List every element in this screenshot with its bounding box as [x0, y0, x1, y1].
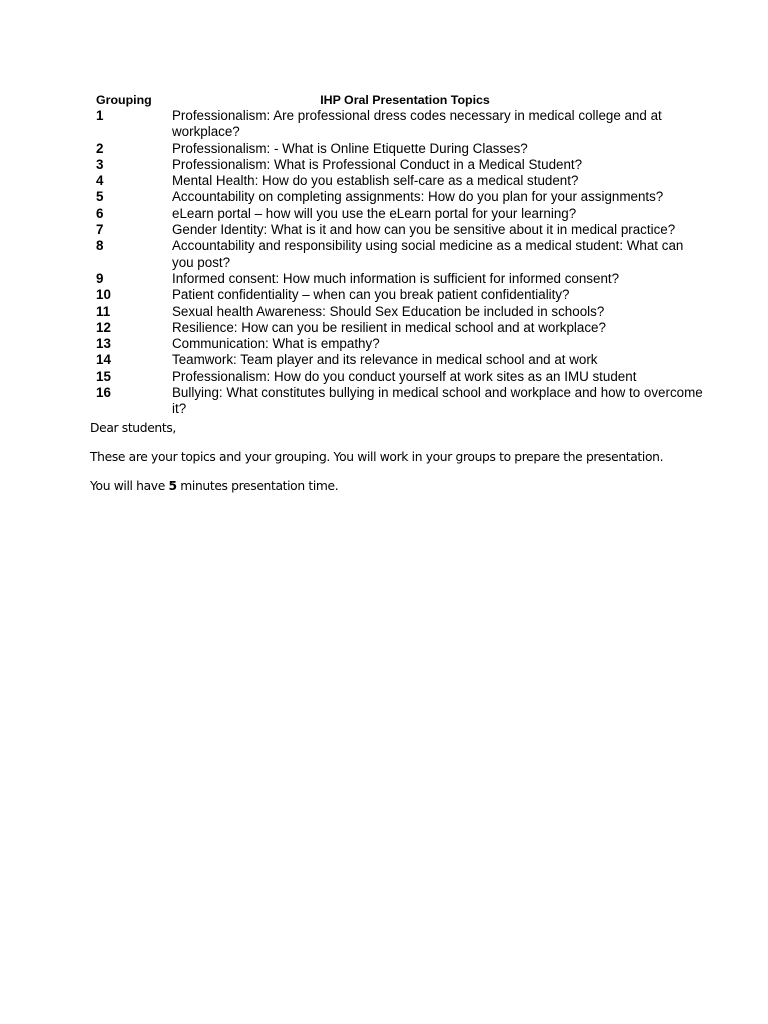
group-number: 6: [96, 205, 104, 221]
topic-text: Mental Health: How do you establish self-care as a medical student?: [172, 173, 579, 189]
topic-text: Professionalism: Are professional dress codes necessary in medical college and at workplace?: [172, 108, 662, 140]
table-row: [96, 238, 708, 271]
group-number: 7: [96, 222, 104, 238]
topic-text: Teamwork: Team player and its relevance in medical school and at work: [172, 352, 598, 368]
topic-text: Sexual health Awareness: Should Sex Education be included in schools?: [172, 303, 605, 319]
instructions-paragraph: These are your topics and your grouping. You will work in your groups to prepare the presentation.: [90, 450, 664, 464]
group-number: 15: [96, 368, 111, 384]
topic-text: Informed consent: How much information is sufficient for informed consent?: [172, 270, 620, 286]
table-row: [96, 336, 708, 352]
group-number: 16: [96, 385, 111, 401]
group-number: 11: [96, 303, 111, 319]
presentation-time: [90, 478, 710, 494]
topics-title: IHP Oral Presentation Topics: [320, 93, 490, 107]
table-row: [96, 108, 708, 141]
table-row: [96, 157, 708, 173]
group-number: 10: [96, 287, 111, 303]
group-number: 4: [96, 173, 104, 189]
topic-text: Patient confidentiality – when can you break patient confidentiality?: [172, 287, 570, 303]
table-row: [96, 385, 708, 418]
table-row: [96, 222, 708, 238]
table-row: [96, 304, 708, 320]
group-number: 9: [96, 270, 104, 286]
table-row: [96, 287, 708, 303]
group-number: 3: [96, 156, 104, 172]
time-prefix: You will have: [90, 479, 169, 493]
table-row: [96, 320, 708, 336]
group-number: 5: [96, 189, 104, 205]
table-row: [96, 369, 708, 385]
group-number: 12: [96, 319, 111, 335]
table-header: [96, 92, 708, 108]
topic-text: Communication: What is empathy?: [172, 336, 380, 352]
group-number: 8: [96, 238, 104, 254]
topic-text: Resilience: How can you be resilient in medical school and at workplace?: [172, 319, 606, 335]
time-value: 5: [168, 479, 177, 493]
table-row: [96, 206, 708, 222]
table-row: [96, 271, 708, 287]
instructions-text: [90, 420, 710, 494]
topic-text: Accountability and responsibility using social medicine as a medical student: What can you post?: [172, 238, 684, 270]
group-number: 13: [96, 336, 111, 352]
topic-rows: [96, 108, 708, 418]
topic-text: Professionalism: How do you conduct yourself at work sites as an IMU student: [172, 368, 637, 384]
topics-table: [96, 92, 708, 418]
greeting: Dear students,: [90, 421, 176, 435]
grouping-header: Grouping: [96, 93, 152, 107]
topic-text: Accountability on completing assignments: How do you plan for your assignments?: [172, 189, 664, 205]
table-row: [96, 189, 708, 205]
time-suffix: minutes presentation time.: [176, 479, 339, 493]
table-row: [96, 141, 708, 157]
group-number: 2: [96, 140, 104, 156]
topic-text: Gender Identity: What is it and how can you be sensitive about it in medical practice?: [172, 222, 676, 238]
topic-text: Bullying: What constitutes bullying in medical school and workplace and how to overcome it?: [172, 385, 703, 417]
table-row: [96, 352, 708, 368]
topic-text: eLearn portal – how will you use the eLearn portal for your learning?: [172, 205, 577, 221]
group-number: 1: [96, 108, 104, 123]
topic-text: Professionalism: - What is Online Etiquette During Classes?: [172, 140, 528, 156]
group-number: 14: [96, 352, 111, 368]
table-row: [96, 173, 708, 189]
topic-text: Professionalism: What is Professional Conduct in a Medical Student?: [172, 156, 583, 172]
